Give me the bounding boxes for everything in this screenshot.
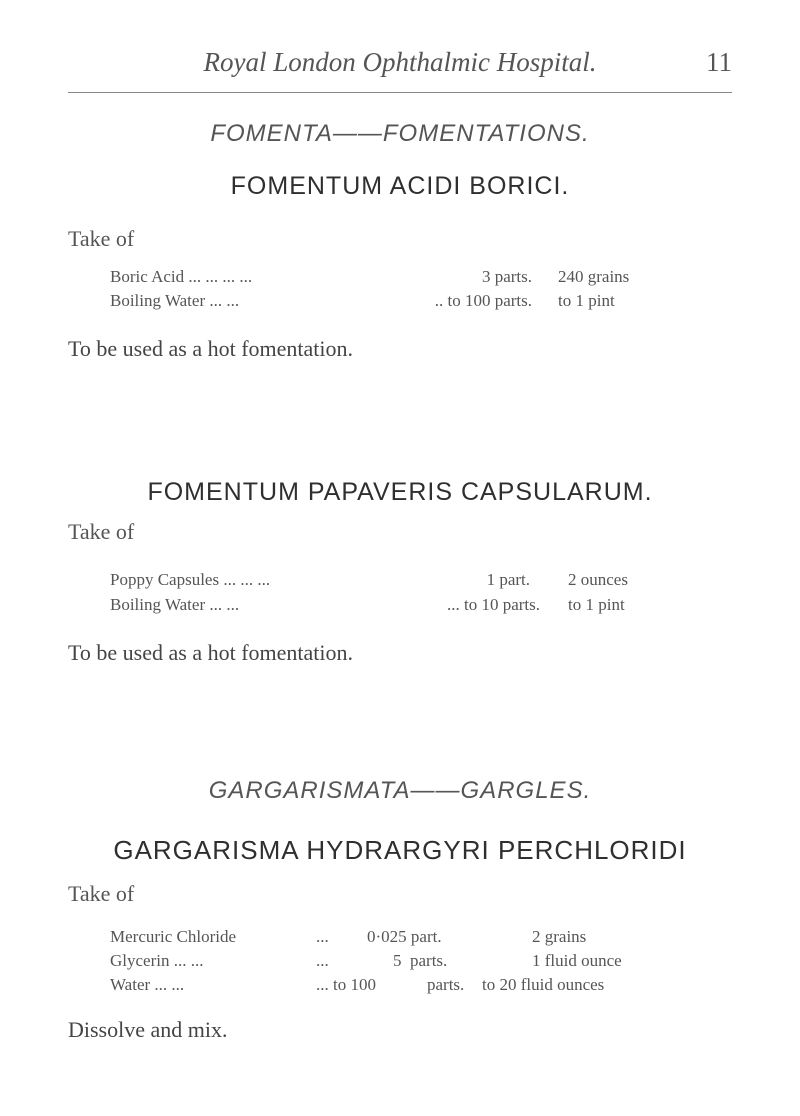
ingredient-amount: 2 grains: [532, 927, 587, 946]
ingredient-name: Boiling Water ... ...: [110, 595, 240, 614]
ingredient-ratio: .. to 100 parts.: [434, 291, 532, 310]
recipe-title-boric: FOMENTUM ACIDI BORICI.: [230, 172, 570, 200]
take-of-label: Take of: [68, 519, 135, 544]
take-of-label: Take of: [68, 881, 135, 906]
ingredient-name: Boiling Water ... ...: [110, 291, 240, 310]
header-rule: [68, 92, 732, 93]
section-heading-gargarismata: GARGARISMATA——GARGLES.: [208, 777, 592, 804]
instruction-text: Dissolve and mix.: [68, 1017, 228, 1042]
ingredient-name: Poppy Capsules ... ... ...: [110, 570, 271, 589]
ingredient-amount: 2 ounces: [568, 570, 628, 589]
recipe-title-gargarisma: GARGARISMA HYDRARGYRI PERCHLORIDI: [113, 835, 687, 865]
ingredient-ratio: ... to 10 parts.: [446, 595, 540, 614]
ingredient-dots: ...: [316, 951, 329, 970]
ingredient-amount: to 1 pint: [558, 291, 615, 310]
ingredient-name: Mercuric Chloride: [110, 927, 237, 946]
section-heading-fomenta: FOMENTA——FOMENTATIONS.: [210, 120, 590, 147]
instruction-text: To be used as a hot fomentation.: [68, 640, 354, 665]
take-of-label: Take of: [68, 226, 135, 251]
ingredient-name: Boric Acid ... ... ... ...: [110, 267, 253, 286]
ingredient-amount: 240 grains: [558, 267, 630, 286]
ingredient-dots: ... to 100: [316, 975, 376, 994]
ingredient-name: Glycerin ... ...: [110, 951, 204, 970]
ingredient-ratio: 3 parts.: [481, 267, 532, 286]
ingredient-amount: to 20 fluid ounces: [482, 975, 605, 994]
running-header-title: Royal London Ophthalmic Hospital.: [203, 47, 597, 77]
ingredient-amount: 1 fluid ounce: [532, 951, 622, 970]
recipe-title-papaveris: FOMENTUM PAPAVERIS CAPSULARUM.: [147, 478, 653, 506]
ingredient-name: Water ... ...: [110, 975, 185, 994]
ingredient-ratio: 1 part.: [486, 570, 530, 589]
page-number: 11: [706, 47, 732, 77]
ingredient-ratio: 5 parts.: [393, 951, 448, 970]
ingredient-ratio: 0·025 part.: [367, 927, 442, 946]
ingredient-dots: ...: [316, 927, 329, 946]
ingredient-amount: to 1 pint: [568, 595, 625, 614]
ingredient-ratio: parts.: [427, 975, 465, 994]
instruction-text: To be used as a hot fomentation.: [68, 336, 354, 361]
